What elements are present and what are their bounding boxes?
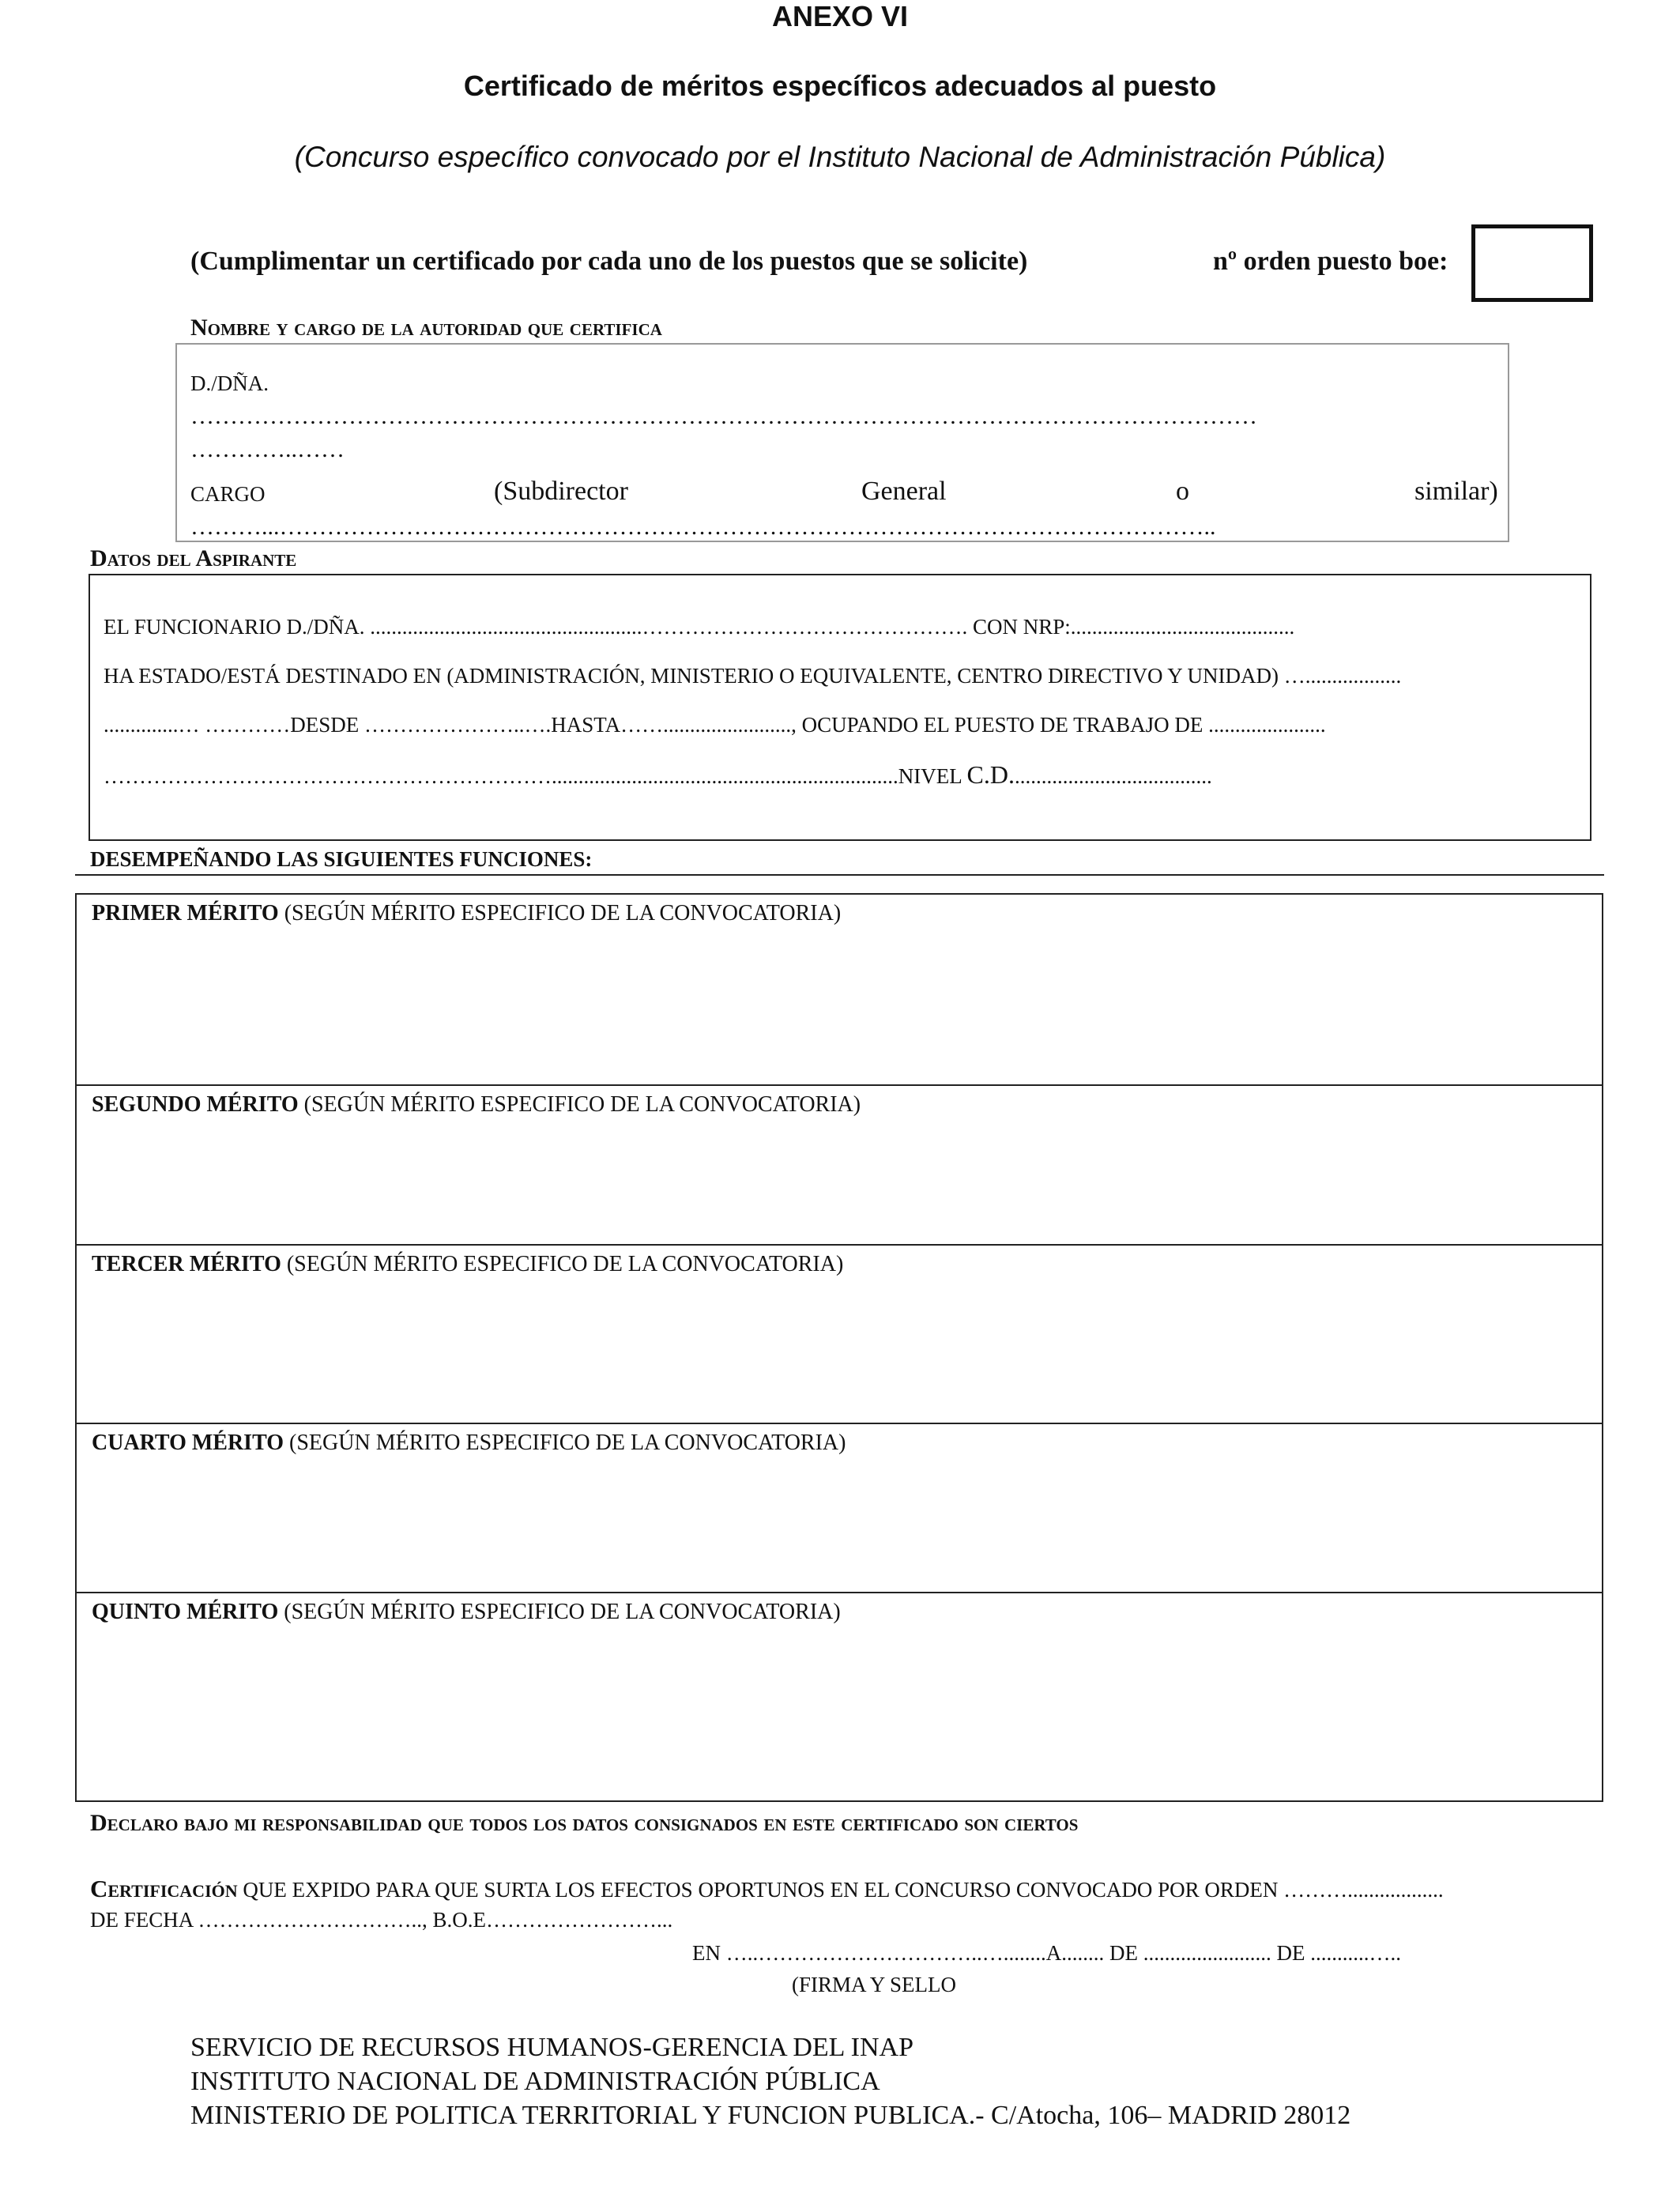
page-title: Certificado de méritos específicos adecuados al puesto xyxy=(463,70,1217,102)
merit-4-label xyxy=(92,1431,846,1456)
merit-1-name: PRIMER MÉRITO xyxy=(92,901,279,925)
applicant-name-field[interactable]: ...................................................………………………………………. xyxy=(370,615,968,639)
hasta-label: HASTA xyxy=(551,713,621,737)
boe-field[interactable]: ……………………... xyxy=(486,1908,673,1932)
cargo-hint-2: General xyxy=(861,477,947,506)
desde-field[interactable]: …………………..…. xyxy=(364,713,552,737)
merit-2-name: SEGUNDO MÉRITO xyxy=(92,1092,299,1117)
merit-4-name: CUARTO MÉRITO xyxy=(92,1431,284,1455)
merit-1-label xyxy=(92,901,841,926)
cd-label: C.D. xyxy=(966,760,1015,789)
applicant-destination-field[interactable]: ….................. xyxy=(1283,664,1402,688)
applicant-nrp-field[interactable]: .......................................... xyxy=(1070,615,1295,639)
de-label-2: DE xyxy=(1276,1941,1305,1965)
order-label: nº orden puesto boe: xyxy=(1213,247,1448,276)
en-label: EN xyxy=(692,1941,721,1965)
authority-name-label: D./DÑA. xyxy=(190,371,269,395)
boe-label: B.O.E xyxy=(432,1908,487,1932)
fecha-field[interactable]: ………………………….., xyxy=(198,1908,428,1932)
a-label: A xyxy=(1045,1941,1062,1965)
merit-3-label xyxy=(92,1252,843,1277)
applicant-destination-field-cont[interactable]: ..............… ………… xyxy=(104,713,291,737)
hasta-field[interactable]: ……........................, xyxy=(620,713,797,737)
authority-heading: Nombre y cargo de la autoridad que certifica xyxy=(190,315,662,341)
merit-4-field[interactable] xyxy=(92,1465,1585,1585)
certification-line-1 xyxy=(90,1875,1607,1903)
merit-1-field[interactable] xyxy=(92,936,1585,1075)
merit-divider xyxy=(75,1592,1603,1593)
cargo-hint-4: similar) xyxy=(1414,477,1498,506)
applicant-destination-label: HA ESTADO/ESTÁ DESTINADO EN (ADMINISTRACIÓN, MINISTERIO O EQUIVALENTE, CENTRO DIRECTIVO Y UNIDAD) xyxy=(104,664,1279,688)
functions-heading: DESEMPEÑANDO LAS SIGUIENTES FUNCIONES: xyxy=(90,847,593,871)
signature-label: (FIRMA Y SELLO xyxy=(792,1973,957,1996)
merit-divider xyxy=(75,1244,1603,1246)
cargo-hint-3: o xyxy=(1176,477,1189,506)
authority-cargo-field[interactable]: ………...……………………………………………………………………………………………………….. xyxy=(190,514,1216,540)
puesto-field[interactable]: ...................... xyxy=(1208,713,1326,737)
puesto-field-cont[interactable]: ………………………………………………………................................................................. xyxy=(104,764,898,788)
applicant-line-4 xyxy=(104,760,1581,790)
merit-3-name: TERCER MÉRITO xyxy=(92,1252,281,1276)
merit-2-detail: (SEGÚN MÉRITO ESPECIFICO DE LA CONVOCATORIA) xyxy=(303,1092,861,1117)
applicant-line-1 xyxy=(104,615,1581,639)
applicant-line-2 xyxy=(104,664,1581,688)
merit-3-field[interactable] xyxy=(92,1287,1585,1416)
merit-1-detail: (SEGÚN MÉRITO ESPECIFICO DE LA CONVOCATORIA) xyxy=(284,901,842,925)
merit-2-label xyxy=(92,1092,861,1118)
en-field[interactable]: …..…………………………..…........ xyxy=(725,1941,1046,1965)
certification-text: QUE EXPIDO PARA QUE SURTA LOS EFECTOS OPORTUNOS EN EL CONCURSO CONVOCADO POR ORDEN xyxy=(243,1878,1279,1902)
certification-line-3 xyxy=(692,1941,1401,1966)
de-field-1[interactable]: ........................ xyxy=(1143,1941,1271,1965)
merit-3-detail: (SEGÚN MÉRITO ESPECIFICO DE LA CONVOCATORIA) xyxy=(286,1252,844,1276)
footer-ministry: MINISTERIO DE POLITICA TERRITORIAL Y FUNCION PUBLICA.- C/Atocha, 106– MADRID 28012 xyxy=(190,2101,1351,2130)
a-field[interactable]: ........ xyxy=(1061,1941,1105,1965)
applicant-nrp-label: CON NRP: xyxy=(973,615,1071,639)
merit-5-label xyxy=(92,1600,841,1625)
page-subtitle: (Concurso específico convocado por el Instituto Nacional de Administración Pública) xyxy=(294,141,1386,173)
merit-5-detail: (SEGÚN MÉRITO ESPECIFICO DE LA CONVOCATORIA) xyxy=(284,1600,841,1624)
cargo-hint-1: (Subdirector xyxy=(494,477,628,506)
applicant-heading: Datos del Aspirante xyxy=(90,545,297,571)
functions-divider xyxy=(75,874,1604,876)
authority-cargo-label: CARGO xyxy=(190,482,266,506)
annex-title: ANEXO VI xyxy=(771,0,909,32)
merit-divider xyxy=(75,1084,1603,1086)
cd-field[interactable]: ..................................... xyxy=(1014,764,1212,788)
certification-line-2 xyxy=(90,1908,672,1932)
merit-4-detail: (SEGÚN MÉRITO ESPECIFICO DE LA CONVOCATORIA) xyxy=(289,1431,846,1455)
authority-box xyxy=(175,343,1509,542)
footer-service: SERVICIO DE RECURSOS HUMANOS-GERENCIA DEL INAP xyxy=(190,2033,914,2062)
applicant-box xyxy=(89,574,1591,841)
desde-label: DESDE xyxy=(290,713,360,737)
authority-name-field-cont[interactable]: …………..…… xyxy=(190,436,345,462)
authority-name-field[interactable]: ……………………………………………………………………………………………………………………… xyxy=(190,403,1257,429)
footer-institute: INSTITUTO NACIONAL DE ADMINISTRACIÓN PÚBLICA xyxy=(190,2067,880,2096)
de-field-2[interactable]: ...........….. xyxy=(1310,1941,1401,1965)
applicant-name-label: EL FUNCIONARIO D./DÑA. xyxy=(104,615,365,639)
merit-5-field[interactable] xyxy=(92,1634,1585,1793)
certification-lead: Certificación xyxy=(90,1875,238,1902)
applicant-line-3 xyxy=(104,713,1581,737)
order-number-box[interactable] xyxy=(1471,224,1593,302)
declaration-text: Declaro bajo mi responsabilidad que todos los datos consignados en este certificado son ciertos xyxy=(90,1810,1079,1836)
merit-divider xyxy=(75,1423,1603,1424)
nivel-label: NIVEL xyxy=(898,764,962,788)
fecha-label: DE FECHA xyxy=(90,1908,193,1932)
instructions-note: (Cumplimentar un certificado por cada uno de los puestos que se solicite) xyxy=(190,247,1028,276)
puesto-label: OCUPANDO EL PUESTO DE TRABAJO DE xyxy=(801,713,1203,737)
merit-5-name: QUINTO MÉRITO xyxy=(92,1600,279,1624)
merit-2-field[interactable] xyxy=(92,1127,1585,1238)
de-label-1: DE xyxy=(1109,1941,1138,1965)
certification-order-field[interactable]: ……….................. xyxy=(1283,1878,1444,1902)
